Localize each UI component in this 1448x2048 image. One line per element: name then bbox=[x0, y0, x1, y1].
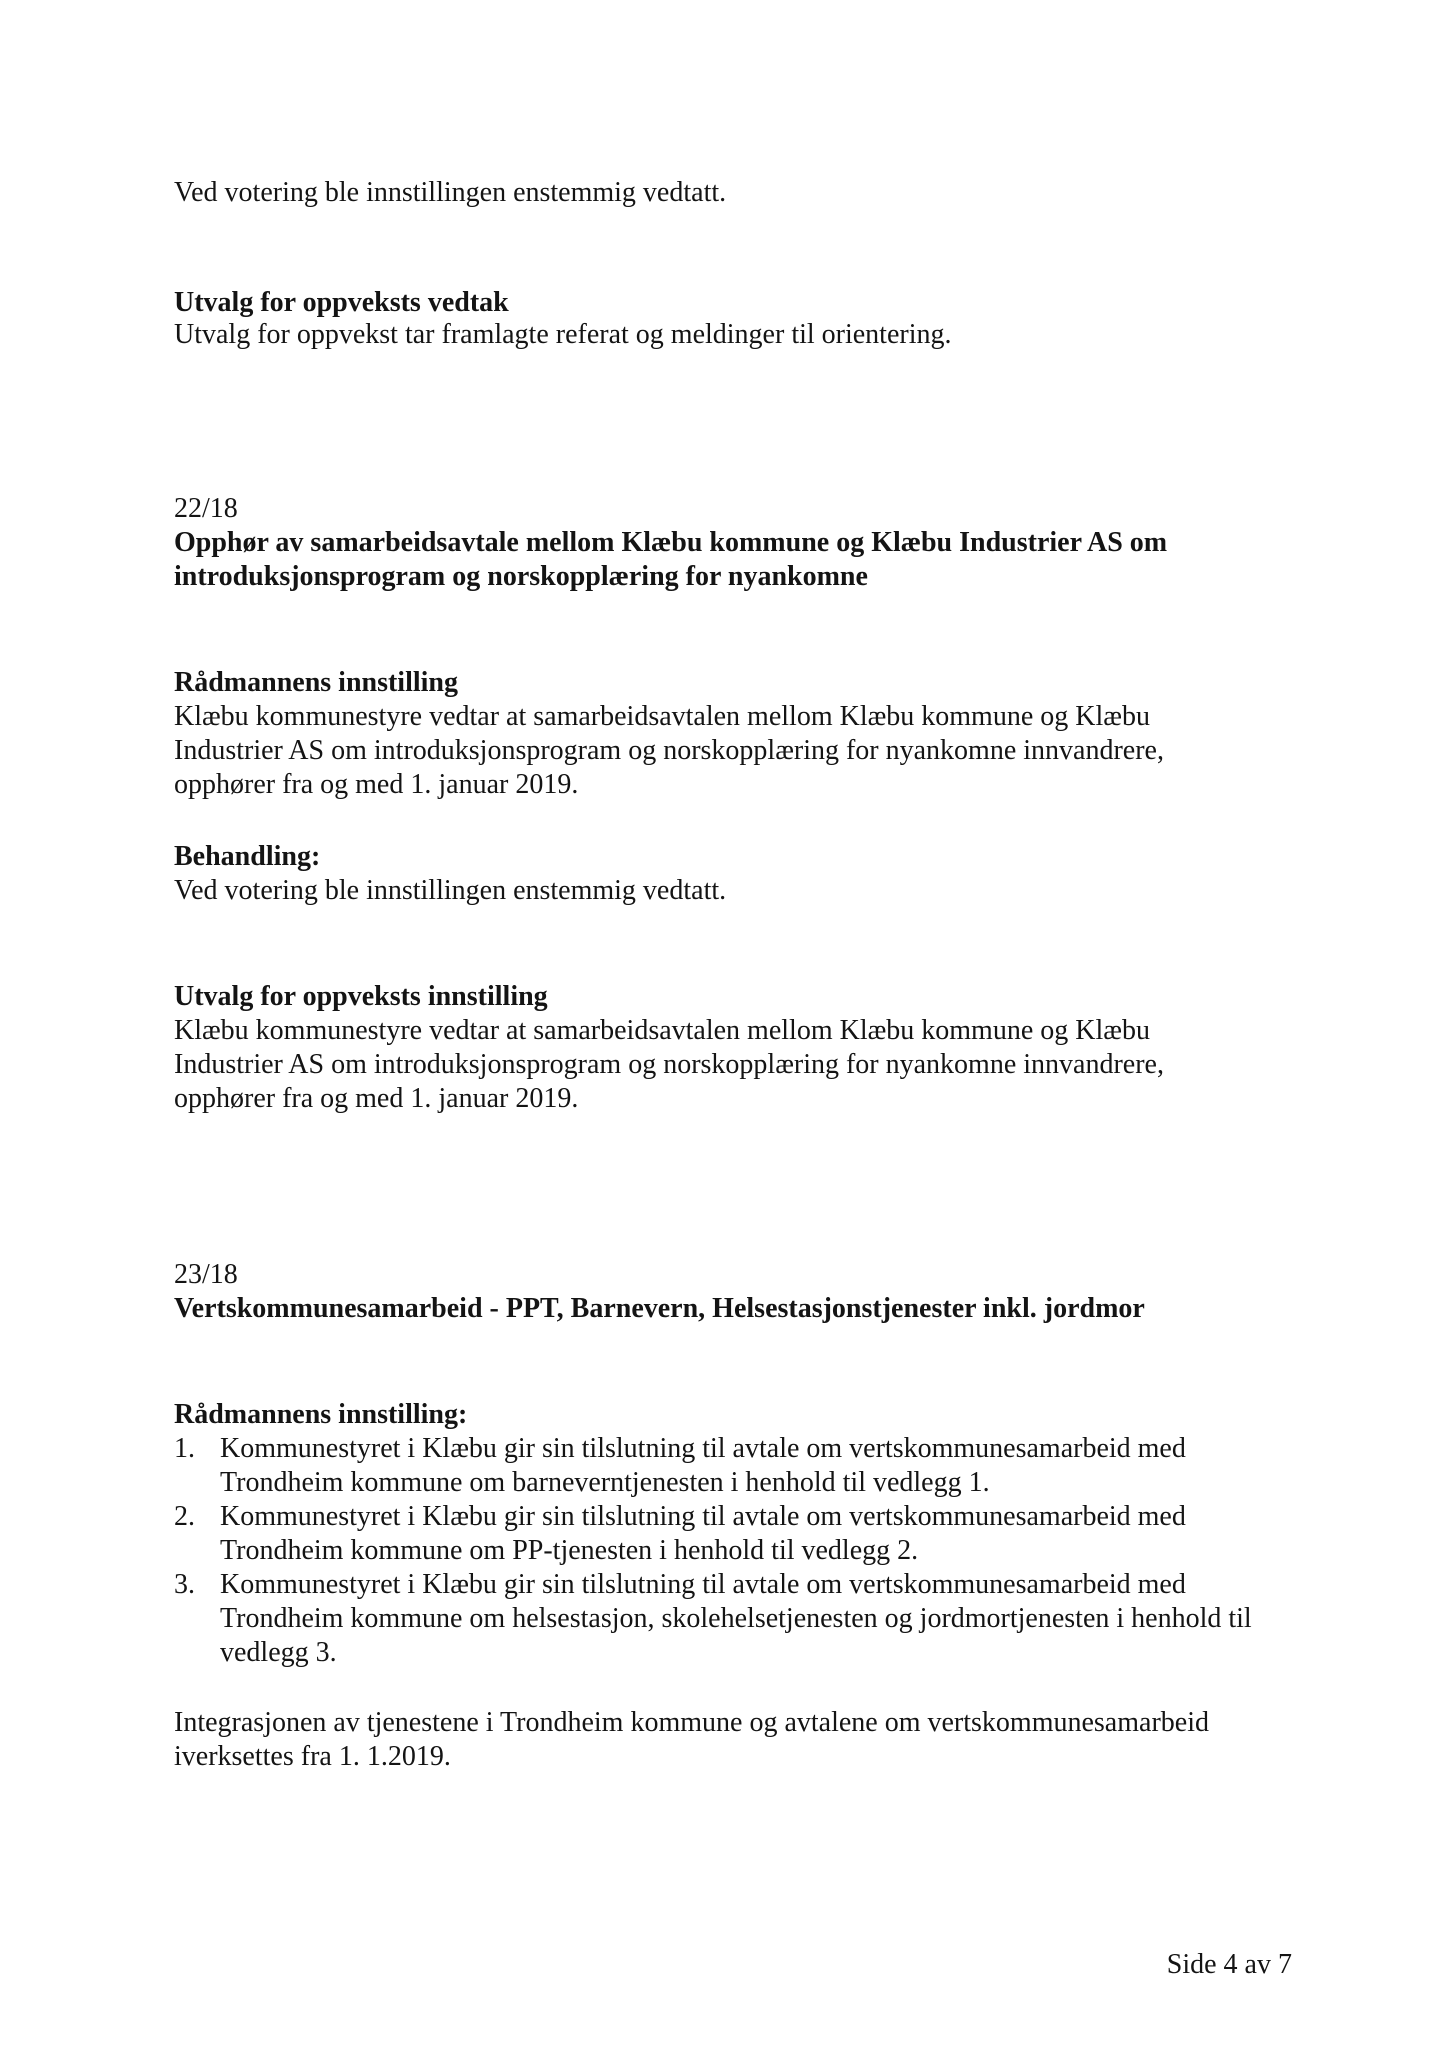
list-item bbox=[174, 1568, 1284, 1670]
list-item bbox=[174, 1500, 1284, 1568]
integration-text: Integrasjonen av tjenestene i Trondheim kommune og avtalene om vertskommunesamarbeid iverksettes fra 1. 1.2019. bbox=[174, 1707, 1209, 1772]
treatment-text: Ved votering ble innstillingen enstemmig vedtatt. bbox=[174, 875, 727, 906]
list-item-text: Kommunestyret i Klæbu gir sin tilslutning til avtale om vertskommunesamarbeid med Trondheim kommune om PP-tjenesten i henhold til vedlegg 2. bbox=[220, 1501, 1186, 1566]
recommendation-list bbox=[174, 1432, 1284, 1670]
list-item-number: 1. bbox=[174, 1433, 195, 1464]
vote-result-text: Ved votering ble innstillingen enstemmig vedtatt. bbox=[174, 177, 727, 208]
case-title: Vertskommunesamarbeid - PPT, Barnevern, Helsestasjonstjenester inkl. jordmor bbox=[174, 1293, 1145, 1324]
recommendation-heading: Rådmannens innstilling bbox=[174, 667, 458, 698]
list-item-number: 3. bbox=[174, 1569, 195, 1600]
case-number: 22/18 bbox=[174, 493, 238, 524]
list-item bbox=[174, 1432, 1284, 1500]
case-title: Opphør av samarbeidsavtale mellom Klæbu kommune og Klæbu Industrier AS om introduksjonsprogram og norskopplæring for nyankomne bbox=[174, 527, 1168, 592]
list-item-text: Kommunestyret i Klæbu gir sin tilslutning til avtale om vertskommunesamarbeid med Trondheim kommune om barneverntjenesten i henhold til vedlegg 1. bbox=[220, 1433, 1186, 1498]
list-item-text: Kommunestyret i Klæbu gir sin tilslutning til avtale om vertskommunesamarbeid med Trondheim kommune om helsestasjon, skolehelsetjenesten og jordmortjenesten i henhold til vedlegg 3. bbox=[220, 1569, 1252, 1668]
decision-heading: Utvalg for oppveksts vedtak bbox=[174, 287, 509, 318]
treatment-heading: Behandling: bbox=[174, 841, 321, 872]
page-number: Side 4 av 7 bbox=[1166, 1949, 1292, 1980]
committee-text: Klæbu kommunestyre vedtar at samarbeidsavtalen mellom Klæbu kommune og Klæbu Industrier AS om introduksjonsprogram og norskopplæring for nyankomne innvandrere, opphører fra og med 1. januar 2019. bbox=[174, 1015, 1164, 1114]
recommendation-text: Klæbu kommunestyre vedtar at samarbeidsavtalen mellom Klæbu kommune og Klæbu Industrier AS om introduksjonsprogram og norskopplæring for nyankomne innvandrere, opphører fra og med 1. januar 2019. bbox=[174, 701, 1164, 800]
committee-heading: Utvalg for oppveksts innstilling bbox=[174, 981, 548, 1012]
list-item-number: 2. bbox=[174, 1501, 195, 1532]
recommendation-heading: Rådmannens innstilling: bbox=[174, 1399, 468, 1430]
case-number: 23/18 bbox=[174, 1259, 238, 1290]
decision-text: Utvalg for oppvekst tar framlagte referat og meldinger til orientering. bbox=[174, 319, 952, 350]
